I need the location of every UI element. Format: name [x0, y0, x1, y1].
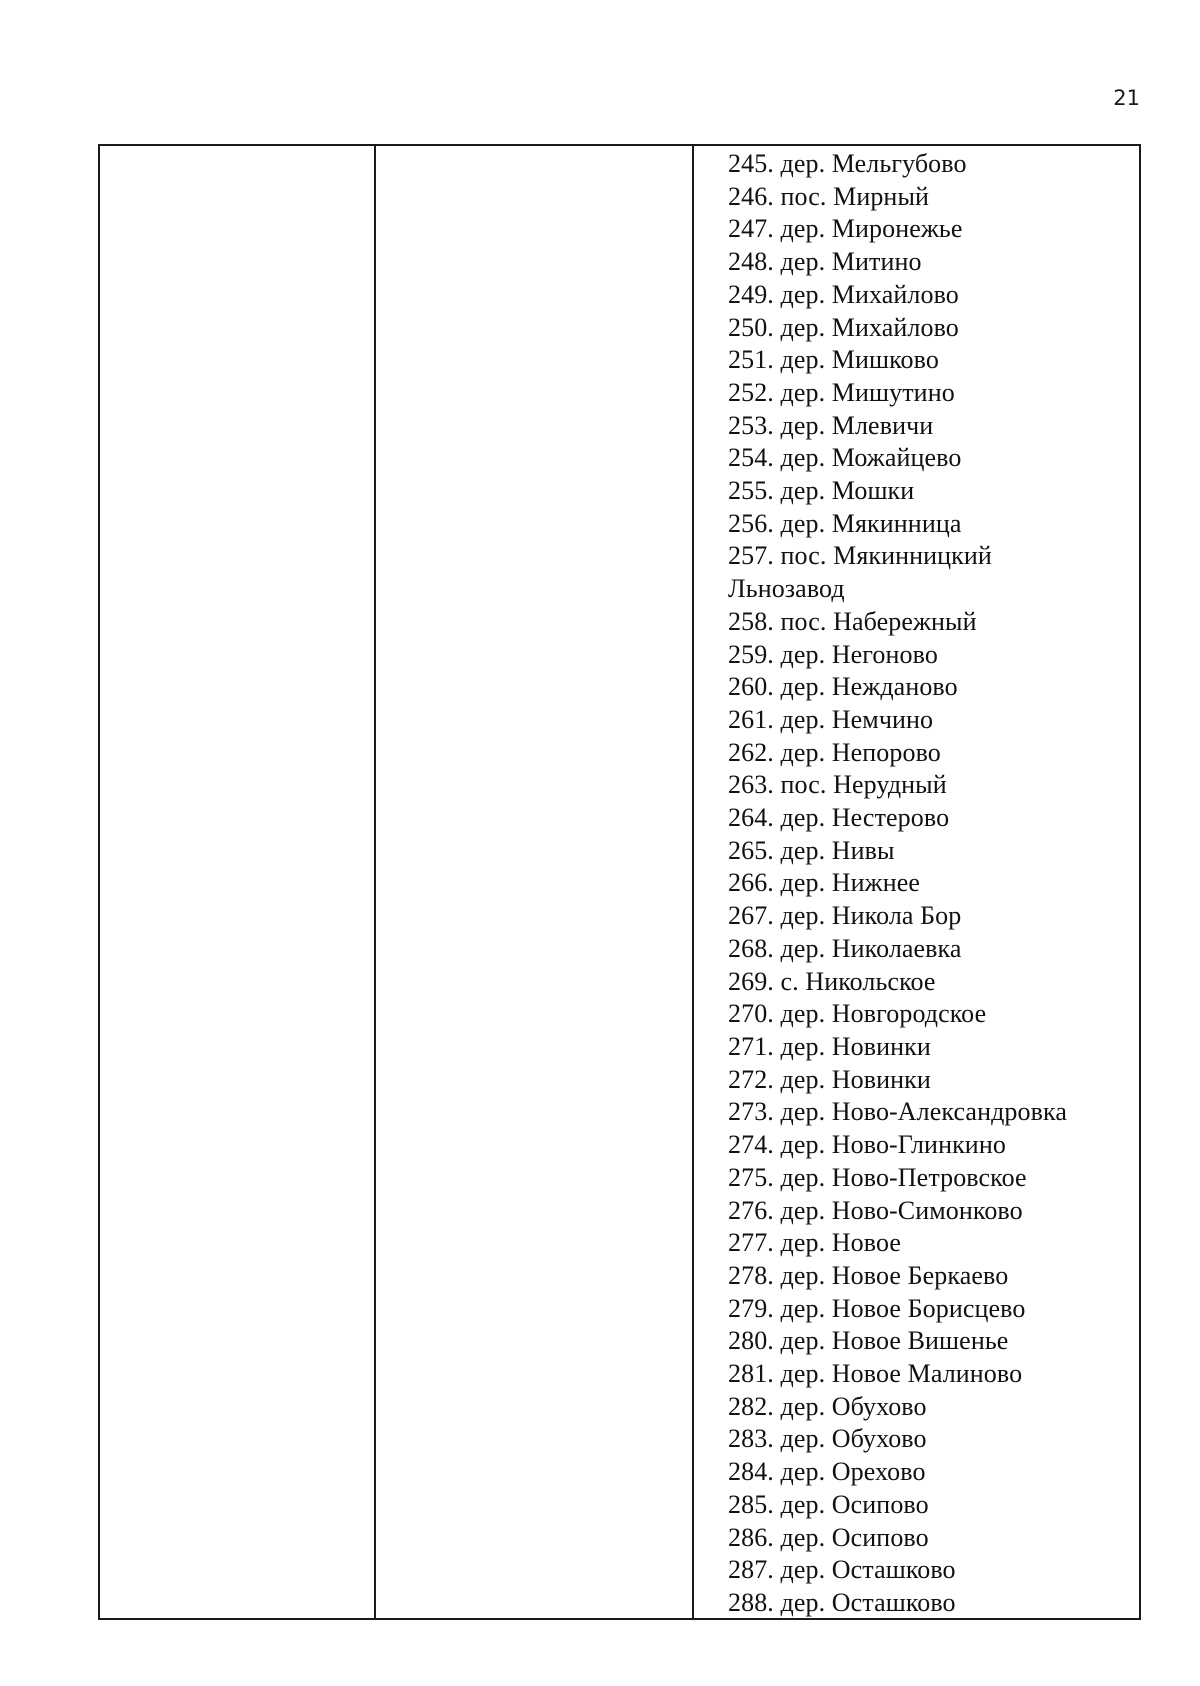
list-item: 282. дер. Обухово — [728, 1391, 927, 1421]
list-item: 247. дер. Миронежье — [728, 214, 963, 244]
list-item: 286. дер. Осипово — [728, 1522, 929, 1552]
list-item: 245. дер. Мельгубово — [728, 149, 967, 178]
list-item: 255. дер. Мошки — [728, 476, 915, 506]
list-item: 254. дер. Можайцево — [728, 443, 962, 473]
list-item: 246. пос. Мирный — [728, 181, 930, 211]
list-item: 252. дер. Мишутино — [728, 377, 955, 407]
list-item: 253. дер. Млевичи — [728, 410, 934, 440]
page-number: 21 — [1113, 86, 1140, 110]
list-item: 257. пос. Мякинницкий — [728, 541, 992, 571]
list-item: 276. дер. Ново-Симонково — [728, 1195, 1023, 1225]
list-item: 277. дер. Новое — [728, 1228, 902, 1258]
list-item: 280. дер. Новое Вишенье — [728, 1326, 1009, 1356]
list-item: 267. дер. Никола Бор — [728, 901, 962, 931]
list-item: 266. дер. Нижнее — [728, 868, 921, 898]
list-item: 279. дер. Новое Борисцево — [728, 1293, 1026, 1323]
list-item: 249. дер. Михайлово — [728, 279, 959, 309]
list-item: 269. с. Никольское — [728, 966, 936, 996]
table-column-1 — [100, 146, 376, 1618]
list-item: 263. пос. Нерудный — [728, 770, 947, 800]
list-item: 274. дер. Ново-Глинкино — [728, 1130, 1006, 1160]
list-item: 260. дер. Нежданово — [728, 672, 958, 702]
settlement-list — [728, 148, 1139, 1620]
list-item: 258. пос. Набережный — [728, 606, 977, 636]
list-item: 250. дер. Михайлово — [728, 312, 959, 342]
list-item: 259. дер. Негоново — [728, 639, 938, 669]
list-item: 272. дер. Новинки — [728, 1064, 931, 1094]
list-item: 273. дер. Ново-Александровка — [728, 1097, 1067, 1127]
list-item: Льнозавод — [728, 574, 845, 604]
list-item: 248. дер. Митино — [728, 247, 922, 277]
list-item: 251. дер. Мишково — [728, 345, 939, 375]
list-item: 285. дер. Осипово — [728, 1489, 929, 1519]
settlements-table — [98, 144, 1141, 1620]
list-item: 287. дер. Осташково — [728, 1555, 956, 1585]
list-item: 271. дер. Новинки — [728, 1031, 931, 1061]
list-item: 264. дер. Нестерово — [728, 803, 950, 833]
list-item: 278. дер. Новое Беркаево — [728, 1260, 1009, 1290]
list-item: 284. дер. Орехово — [728, 1457, 926, 1487]
table-column-3 — [694, 146, 1139, 1618]
list-item: 256. дер. Мякинница — [728, 508, 962, 538]
list-item: 281. дер. Новое Малиново — [728, 1359, 1023, 1389]
list-item: 265. дер. Нивы — [728, 835, 895, 865]
list-item: 275. дер. Ново-Петровское — [728, 1162, 1027, 1192]
list-item: 268. дер. Николаевка — [728, 933, 962, 963]
list-item: 288. дер. Осташково — [728, 1587, 956, 1617]
list-item: 261. дер. Немчино — [728, 704, 934, 734]
list-item: 283. дер. Обухово — [728, 1424, 927, 1454]
list-item: 270. дер. Новгородское — [728, 999, 987, 1029]
list-item: 262. дер. Непорово — [728, 737, 941, 767]
table-column-2 — [376, 146, 694, 1618]
